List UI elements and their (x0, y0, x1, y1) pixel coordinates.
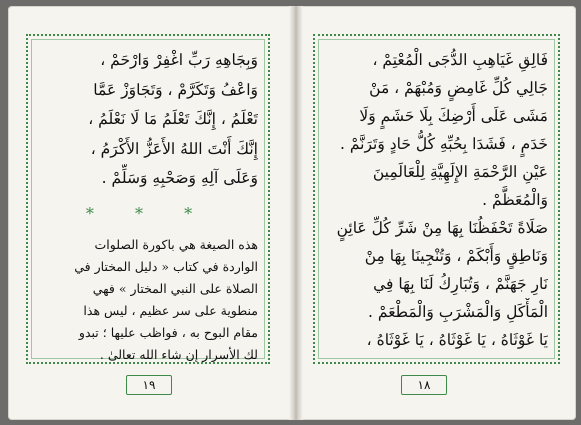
left-page-text (38, 46, 258, 362)
right-page-frame (313, 34, 560, 364)
verse-line: إِنَّكَ أَنْتَ اللهُ الأَعَزُّ الأَكْرَمُ ، (90, 139, 258, 158)
prose-line: مقام البوح به ، فواظب عليها ؛ تبدو (78, 324, 258, 340)
verse-line: فَالِقِ غَيَاهِبِ الدُّجَى الْمُعْتِمْ ، (372, 51, 548, 69)
verse-line: خَدَمٍ ، فَشَدَا بِحُبِّهِ كُلُّ حَادٍ وَتَرَنَّمْ . (339, 135, 548, 153)
right-page-text (325, 46, 548, 354)
book-gutter (289, 6, 303, 420)
verse-line: وَاعْفُ وَتَكَرَّمْ ، وَتَجَاوَزْ عَمَّا (93, 80, 258, 99)
verse-line: وَبِجَاهِهِ رَبِّ اغْفِرْ وَارْحَمْ ، (100, 51, 258, 69)
prose-line: هذه الصيغة هي باكورة الصلوات (94, 236, 258, 252)
prose-line: الصلاة على النبي المختار » فهي (92, 280, 258, 296)
section-separator: * * * (85, 203, 211, 223)
book-spread (8, 6, 576, 420)
left-page-frame (26, 34, 270, 364)
page-number-left: ١٩ (126, 375, 172, 395)
verse-line: صَلَاةً تَحْفَظُنَا بِهَا مِنْ شَرِّ كُلِّ عَائِنٍ (336, 219, 548, 237)
verse-line: مَشَى عَلَى أَرْضِكَ بِلَا حَشَمٍ وَلَا (359, 107, 548, 125)
verse-line: عَيْنِ الرَّحْمَةِ الإِلَهِيَّةِ لِلْعَالَمِينَ (372, 163, 548, 181)
verse-line: وَنَاطِقٍ وَأَبْكَمْ ، وَتُنْجِينَا بِهَا مِنْ (364, 247, 548, 265)
page-number-right: ١٨ (401, 375, 447, 395)
verse-line: يَا غَوْثَاهُ ، يَا غَوْثَاهُ ، يَا غَوْثَاهُ ، (366, 331, 548, 349)
verse-line: وَالْمُعَظَّمْ . (482, 191, 548, 209)
verse-line: تَعْلَمُ ، إِنَّكَ تَعْلَمُ مَا لَا نَعْلَمُ ، (88, 110, 258, 128)
prose-line: لك الأسرار إن شاء الله تعالىٰ . (99, 346, 258, 362)
prose-line: منطوية على سر عظيم ، ليس هذا (83, 302, 258, 318)
verse-line: نَارِ جَهَنَّمْ ، وَتُبَارِكُ لَنَا بِهَا فِي (373, 275, 548, 293)
verse-line: الْمَأْكَلِ وَالْمَشْرَبِ وَالْمَطْعَمْ . (368, 303, 548, 321)
verse-line: جَالِي كُلِّ غَامِضٍ وَمُبْهَمْ ، مَنْ (369, 79, 548, 97)
prose-line: الواردة في كتاب « دليل المختار في (74, 258, 258, 274)
verse-line: وَعَلَى آلِهِ وَصَحْبِهِ وَسَلِّمْ . (101, 169, 258, 187)
